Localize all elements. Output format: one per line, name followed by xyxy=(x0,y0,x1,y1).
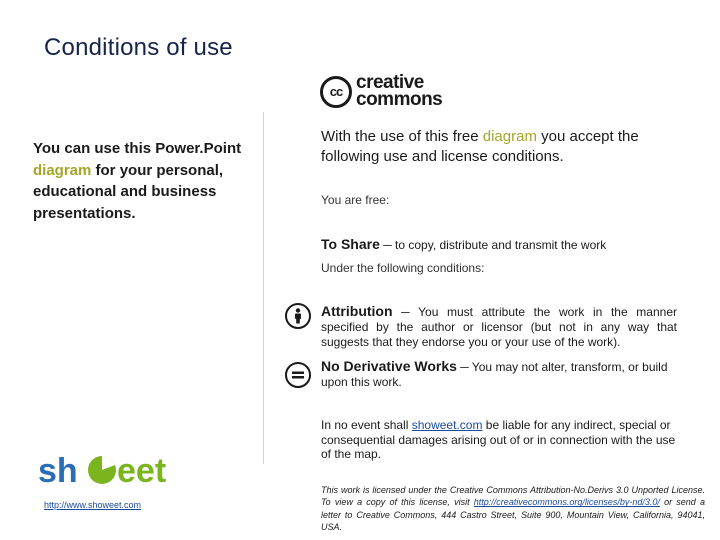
usage-summary xyxy=(33,138,248,224)
attribution-icon xyxy=(285,303,311,329)
license-intro xyxy=(321,127,681,167)
svg-text:eet: eet xyxy=(117,452,167,490)
no-derivatives-name: No Derivative Works xyxy=(321,358,457,374)
showeet-logo xyxy=(38,450,200,490)
creative-commons-logo xyxy=(320,72,465,110)
intro-text-2: you accept the following use and license conditions. xyxy=(321,128,639,165)
license-link[interactable]: http://creativecommons.org/licenses/by-nd/3.0/ xyxy=(473,497,660,508)
liability-text-2: be liable for any indirect, special or consequential damages arising out of or in connection with the use of the map. xyxy=(321,418,676,461)
license-text-2: or send a letter to Creative Commons, 444 Castro Street, Suite 900, Mountain View, California, 94041, USA. xyxy=(321,497,705,533)
no-derivatives-icon xyxy=(285,362,311,388)
no-derivatives-text: ─ You may not alter, transform, or build upon this work. xyxy=(321,360,668,389)
cc-logo-line2: commons xyxy=(356,89,443,110)
page-title: Conditions of use xyxy=(44,34,233,61)
conditions-label: Under the following conditions: xyxy=(321,261,485,275)
cc-icon: cc xyxy=(320,76,352,108)
usage-accent: diagram xyxy=(33,161,92,179)
attribution-text: ─ You must attribute the work in the manner specified by the author or licensor (but not in any way that suggests that they endorse you or your use of the work). xyxy=(321,305,677,349)
share-permission xyxy=(321,236,691,252)
attribution-name: Attribution xyxy=(321,303,393,319)
liability-notice xyxy=(321,418,679,462)
cc-logo-line1: creative xyxy=(356,72,424,93)
usage-text-2: for your personal, educational and business presentations. xyxy=(33,161,224,222)
share-name: To Share xyxy=(321,236,380,252)
usage-text-1: You can use this Power.Point xyxy=(33,140,242,157)
svg-text:sh: sh xyxy=(38,452,78,490)
share-text: ─ to copy, distribute and transmit the work xyxy=(379,238,607,252)
attribution-condition xyxy=(321,304,677,350)
license-notice xyxy=(321,484,705,534)
showeet-url-link[interactable]: http://www.showeet.com xyxy=(44,500,142,510)
liability-text-1: In no event shall xyxy=(321,418,412,432)
showeet-link[interactable]: showeet.com xyxy=(411,418,483,432)
intro-text-1: With the use of this free xyxy=(321,128,483,145)
intro-accent: diagram xyxy=(482,128,537,145)
license-text-1: This work is licensed under the Creative Commons Attribution-No.Derivs 3.0 Unported License. To view a copy of this license, visit xyxy=(321,485,705,508)
free-label: You are free: xyxy=(321,193,390,207)
no-derivatives-condition xyxy=(321,359,677,390)
column-divider xyxy=(263,112,264,464)
